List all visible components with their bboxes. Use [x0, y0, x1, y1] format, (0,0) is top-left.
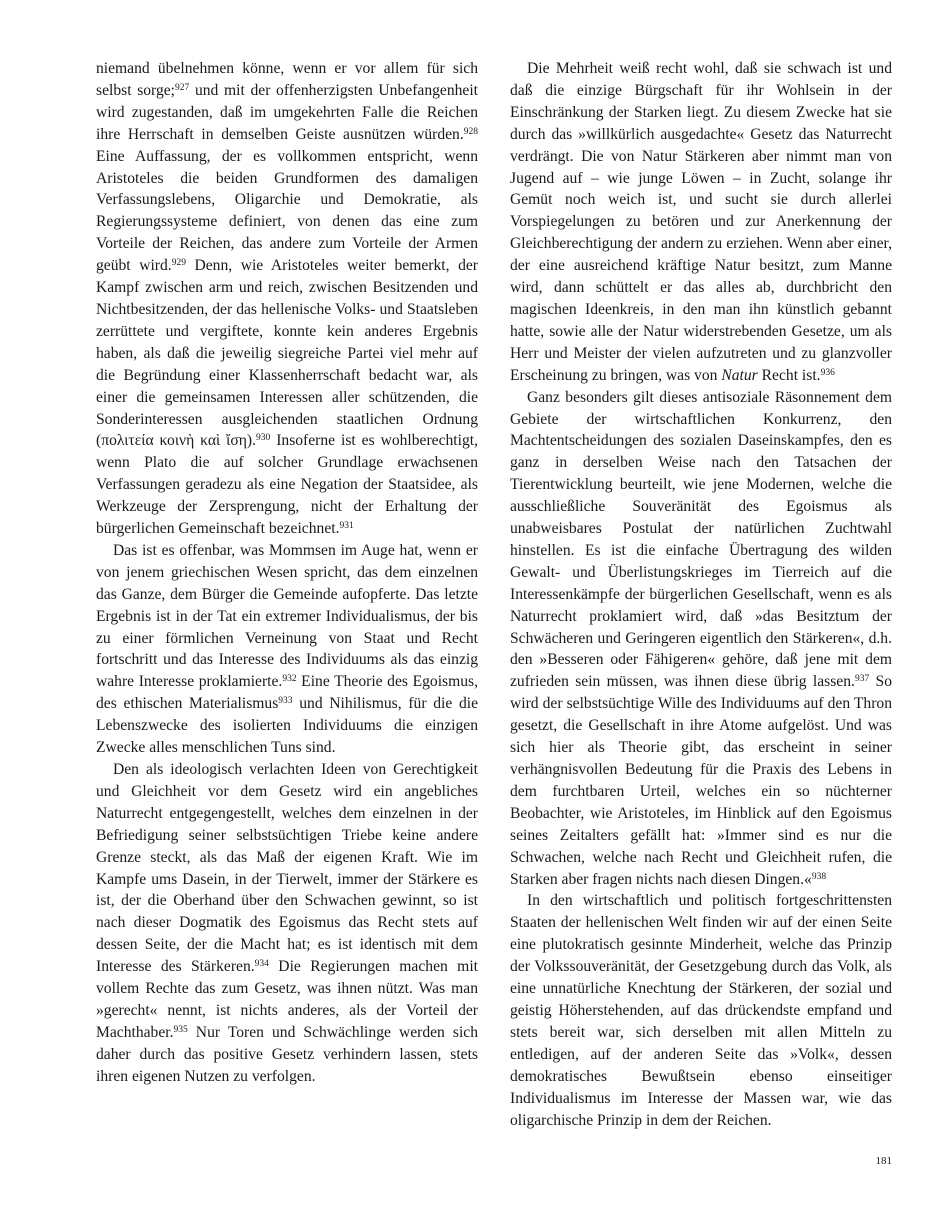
footnote-ref: 928: [463, 126, 478, 137]
text-run: Das ist es offenbar, was Mommsen im Auge hat, wenn er von jenem griechischen Wesen spricht, das dem einzelnen das Ganze, dem Bürger die Gemeinde aufopferte. Das letzte Ergebnis ist in der Tat ein extremer Individualismus, der bis zu einer förmlichen Verneinung von Staat und Recht fortschritt und das Interesse des Individuums als das einzig wahre Interesse proklamierte.: [96, 541, 478, 691]
text-run: Recht ist.: [757, 366, 821, 384]
paragraph: [510, 890, 892, 1131]
footnote-ref: 937: [854, 674, 870, 685]
text-run: So wird der selbstsüchtige Wille des Individuums auf den Thron gesetzt, die Gesellschaft in ihre Atome aufgelöst. Und was sich hier als Theorie gibt, das erscheint in seiner verhängnisvollen Bedeutung für die Praxis des Lebens in dem furchtbaren Urteil, welches ein so nüchterner Beobachter, wie Aristoteles, im Hinblick auf den Egoismus seines Zeitalters gefällt hat: »Immer sind es nur die Schwachen, welche nach Recht und Gleichheit rufen, die Starken aber fragen nichts nach diesen Dingen.«: [510, 673, 892, 888]
text-run: Eine Theorie des Egoismus, des ethischen Materialismus: [96, 673, 479, 713]
left-column: [96, 58, 478, 1088]
text-run: Insoferne ist es wohlberechtigt, wenn Plato die auf solcher Grundlage erwachsenen Verfassungen geradezu als eine Negation der Staatsidee, als Werkzeuge der Zersprengung, nicht der Erhaltung der bürgerlichen Gemeinschaft bezeichnet.: [96, 432, 478, 538]
paragraph: [510, 58, 892, 387]
footnote-ref: 930: [256, 433, 271, 444]
footnote-ref: 933: [278, 696, 293, 707]
text-run: Die Mehrheit weiß recht wohl, daß sie schwach ist und daß die einzige Bürgschaft für ihr Wohlsein in der Einschränkung der Starken liegt. Zu diesem Zwecke hat sie durch das »willkürlich ausgedachte« Gesetz das Naturrecht verdrängt. Die von Natur Stärkeren aber nimmt man von Jugend auf – wie junge Löwen – in Zucht, solange ihr Gemüt noch weich ist, und sucht sie durch allerlei Vorspiegelungen zu betören und zur Anerkennung der Gleichberechtigung der andern zu erziehen. Wenn aber einer, der eine ausreichend kräftige Natur besitzt, zum Manne wird, dann schüttelt er das alles ab, durchbricht den magischen Ideenkreis, in den man ihn künstlich gebannt hatte, sowie alle der Natur widerstrebenden Gesetze, um als Herr und Meister der vielen aufzutreten und zu glanzvoller Erscheinung zu bringen, was von: [510, 60, 892, 384]
text-run: Nur Toren und Schwächlinge werden sich daher durch das positive Gesetz verhindern lassen, stets ihren eigenen Nutzen zu verfolgen.: [96, 1023, 478, 1085]
footnote-ref: 936: [820, 367, 835, 378]
paragraph: [96, 540, 478, 759]
text-run: und Nihilismus, für die die Lebenszwecke des isolierten Individuums die einzigen Zwecke alles menschlichen Tuns sind.: [96, 695, 478, 757]
footnote-ref: 931: [339, 521, 354, 532]
text-run: Den als ideologisch verlachten Ideen von Gerechtigkeit und Gleichheit vor dem Gesetz wird ein angebliches Naturrecht entgegengestellt, welches dem einzelnen in der Befriedigung seiner selbstsüchtigen Triebe keine andere Grenze steckt, als das Maß der eigenen Kraft. Wie im Kampfe ums Dasein, in der Tierwelt, immer der Stärkere es ist, der die Oberhand über den Schwachen gewinnt, so ist nach dieser Dogmatik des Egoismus das Recht stets auf dessen Seite, der die Macht hat; es ist identisch mit dem Interesse des Stärkeren.: [96, 761, 478, 976]
footnote-ref: 935: [173, 1024, 188, 1035]
text-run: Ganz besonders gilt dieses antisoziale Räsonnement dem Gebiete der wirtschaftlichen Konkurrenz, den Machtentscheidungen des sozialen Daseinskampfes, den es ganz in derselben Weise nach den Tatsachen der Tierentwicklung beurteilt, wie jene Modernen, welche die ausschließliche Souveränität des Egoismus als unabweisbares Postulat der natürlichen Zuchtwahl hinstellen. Es ist die einfache Übertragung des wilden Gewalt- und Überlistungskrieges im Tierreich auf die Interessenkämpfe der bürgerlichen Gesellschaft, wenn es als Naturrecht proklamiert wird, daß »das Besitztum der Schwächeren und Geringeren eigentlich den Stärkeren«, d.h. den »Besseren oder Fähigeren« gehöre, daß jene mit dem zufrieden sein müssen, was ihnen diese übrig lassen.: [510, 388, 892, 691]
emphasis-text: Natur: [721, 366, 758, 384]
footnote-ref: 932: [282, 674, 297, 685]
page-number: 181: [875, 1155, 892, 1167]
paragraph: [510, 387, 892, 891]
footnote-ref: 938: [811, 871, 827, 882]
footnote-ref: 929: [171, 258, 186, 269]
text-run: Denn, wie Aristoteles weiter bemerkt, der Kampf zwischen arm und reich, zwischen Besitzenden und Nichtbesitzenden, der das hellenische Volks- und Staatsleben zerrüttete und vergiftete, konnte kein anderes Ergebnis haben, als daß die jeweilig siegreiche Partei viel mehr auf die Begründung einer Klassenherrschaft bedacht war, als einer die gemeinsamen Interessen aller schützenden, die Sonderinteressen ausgleichenden staatlichen Ordnung (πολιτεία κοινὴ καὶ ἴση).: [96, 257, 478, 450]
paragraph: [96, 58, 478, 540]
text-run: Eine Auffassung, der es vollkommen entspricht, wenn Aristoteles die beiden Grundformen des damaligen Verfassungslebens, Oligarchie und Demokratie, als Regierungssysteme definiert, von denen das eine zum Vorteile der Reichen, das andere zum Vorteile der Armen geübt wird.: [96, 147, 478, 275]
text-run: In den wirtschaftlich und politisch fortgeschrittensten Staaten der hellenischen Welt finden wir auf der einen Seite eine plutokratisch gesinnte Minderheit, welche das Prinzip der Volkssouveränität, der Gesetzgebung durch das Volk, als eine unnatürliche Knechtung der Stärkeren, der sozial und geistig Höherstehenden, auf das drückendste empfand und stets bereit war, sich derselben mit allen Mitteln zu entledigen, auf der anderen Seite das »Volk«, dessen demokratisches Bewußtsein ebenso einseitiger Individualismus im Interesse der Massen war, wie das oligarchische Prinzip in dem der Reichen.: [510, 892, 892, 1129]
paragraph: [96, 759, 478, 1088]
text-run: und mit der offenherzigsten Unbefangenheit wird zugestanden, daß im umgekehrten Falle die Reichen ihre Herrschaft in demselben Geiste ausnützen würden.: [96, 81, 479, 143]
footnote-ref: 927: [175, 82, 190, 93]
right-column: [510, 58, 892, 1131]
text-run: niemand übelnehmen könne, wenn er vor allem für sich selbst sorge;: [96, 60, 478, 99]
text-run: Die Regierungen machen mit vollem Rechte das zum Gesetz, was ihnen nützt. Was man »gerecht« nennt, ist nichts anderes, als der Vorteil der Machthaber.: [96, 958, 478, 1041]
footnote-ref: 934: [254, 959, 269, 970]
